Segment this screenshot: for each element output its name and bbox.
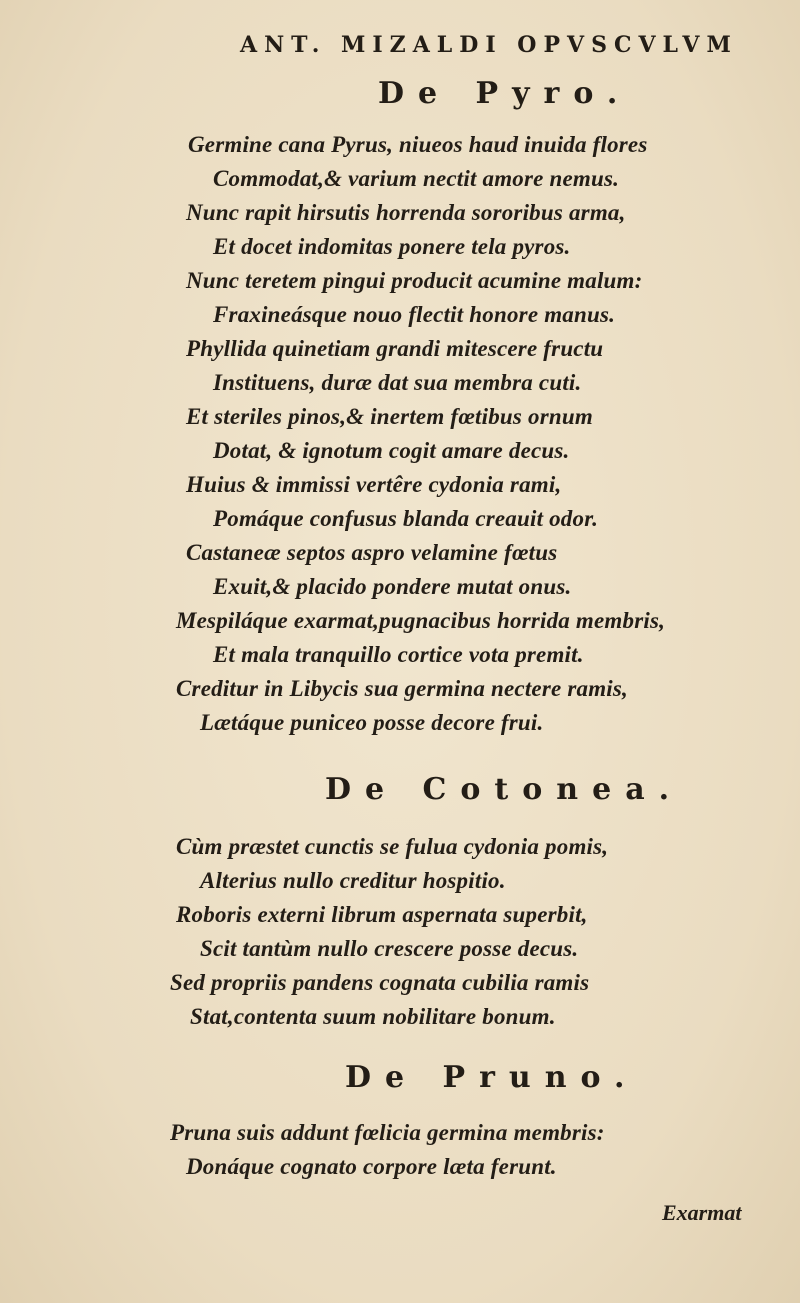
verse-line: Sed propriis pandens cognata cubilia ramis <box>170 970 590 995</box>
verse-line: Fraxineásque nouo flectit honore manus. <box>213 302 616 327</box>
verse-line: Scit tantùm nullo crescere posse decus. <box>200 936 579 961</box>
verse-line: Lætáque puniceo posse decore frui. <box>200 710 544 735</box>
verse-line: Pruna suis addunt fœlicia germina membris: <box>170 1120 605 1145</box>
verse-line: Cùm præstet cunctis se fulua cydonia pomis, <box>176 834 609 859</box>
verse-line: Germine cana Pyrus, niueos haud inuida flores <box>188 132 648 157</box>
section-title-de-pruno: De Pruno. <box>345 1060 639 1095</box>
verse-line: Et docet indomitas ponere tela pyros. <box>213 234 571 259</box>
catchword: Exarmat <box>662 1200 742 1225</box>
verse-line: Huius & immissi vertêre cydonia rami, <box>186 472 562 497</box>
verse-line: Donáque cognato corpore læta ferunt. <box>186 1154 557 1179</box>
verse-line: Exuit,& placido pondere mutat onus. <box>213 574 572 599</box>
verse-line: Nunc rapit hirsutis horrenda sororibus arma, <box>186 200 626 225</box>
verse-line: Nunc teretem pingui producit acumine malum: <box>186 268 643 293</box>
section-title-de-cotonea: De Cotonea. <box>325 772 684 807</box>
verse-line: Roboris externi librum aspernata superbit, <box>176 902 588 927</box>
verse-line: Et steriles pinos,& inertem fœtibus ornum <box>186 404 593 429</box>
verse-line: Creditur in Libycis sua germina nectere ramis, <box>176 676 628 701</box>
running-head: ANT. MIZALDI OPVSCVLVM <box>240 32 738 58</box>
verse-line: Instituens, duræ dat sua membra cuti. <box>213 370 582 395</box>
verse-line: Stat,contenta suum nobilitare bonum. <box>190 1004 556 1029</box>
verse-line: Dotat, & ignotum cogit amare decus. <box>213 438 570 463</box>
section-title-de-pyro: De Pyro. <box>378 76 632 111</box>
verse-line: Alterius nullo creditur hospitio. <box>200 868 506 893</box>
verse-line: Mespiláque exarmat,pugnacibus horrida membris, <box>176 608 666 633</box>
verse-line: Et mala tranquillo cortice vota premit. <box>213 642 584 667</box>
verse-line: Commodat,& varium nectit amore nemus. <box>213 166 620 191</box>
verse-line: Castaneæ septos aspro velamine fœtus <box>186 540 558 565</box>
verse-line: Pomáque confusus blanda creauit odor. <box>213 506 599 531</box>
verse-line: Phyllida quinetiam grandi mitescere fructu <box>186 336 604 361</box>
